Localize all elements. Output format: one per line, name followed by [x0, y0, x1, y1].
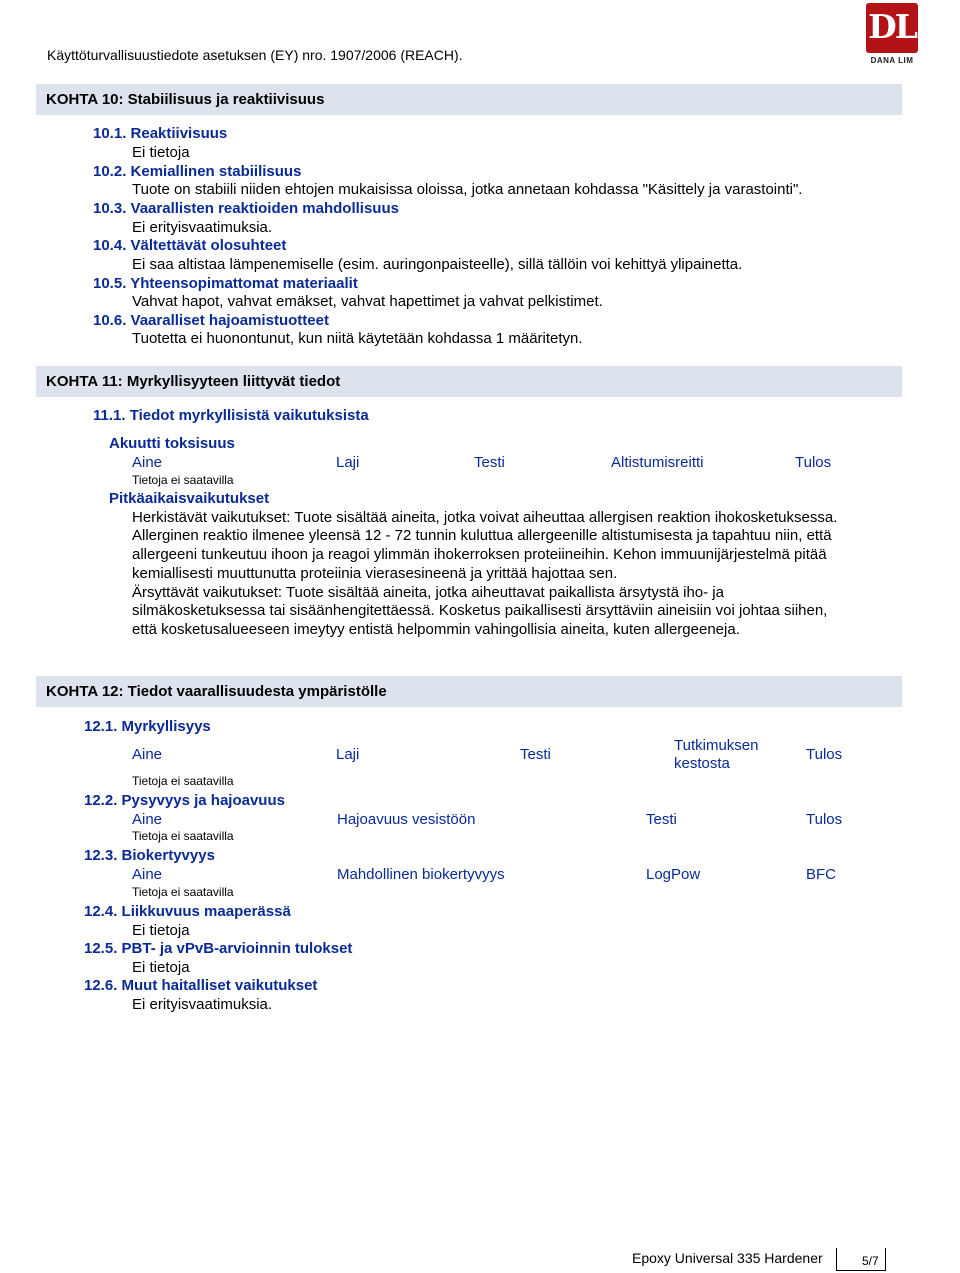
column-header-testi: Testi — [520, 746, 551, 763]
subsection-12-5-text: Ei tietoja — [132, 959, 190, 976]
subsection-10-4-heading: 10.4. Vältettävät olosuhteet — [93, 237, 287, 254]
column-header-altistumisreitti: Altistumisreitti — [611, 454, 704, 471]
subsection-10-3-text: Ei erityisvaatimuksia. — [132, 219, 273, 236]
column-header-aine: Aine — [132, 746, 163, 763]
page-number: 5/7 — [862, 1254, 879, 1268]
chronic-effects-line: että kosketusalueeseen imeytyy entistä helpommin vahingollisia aineita, kuten allergeeneja. — [132, 621, 740, 638]
logo-letters: DL — [868, 7, 916, 46]
column-header-logpow: LogPow — [646, 866, 701, 883]
chronic-effects-heading: Pitkäaikaisvaikutukset — [109, 490, 270, 507]
column-header-duration-line2: kestosta — [674, 755, 730, 772]
column-header-aine: Aine — [132, 866, 163, 883]
subsection-12-4-heading: 12.4. Liikkuvuus maaperässä — [84, 903, 291, 920]
persistence-no-data-note: Tietoja ei saatavilla — [132, 829, 234, 843]
column-header-tulos: Tulos — [806, 746, 843, 763]
column-header-tulos: Tulos — [806, 811, 843, 828]
footer-product-name: Epoxy Universal 335 Hardener — [632, 1250, 823, 1266]
subsection-12-6-heading: 12.6. Muut haitalliset vaikutukset — [84, 977, 318, 994]
subsection-12-4-text: Ei tietoja — [132, 922, 190, 939]
subsection-12-5-heading: 12.5. PBT- ja vPvB-arvioinnin tulokset — [84, 940, 353, 957]
column-header-hajoavuus: Hajoavuus vesistöön — [337, 811, 476, 828]
subsection-12-1-heading: 12.1. Myrkyllisyys — [84, 718, 211, 735]
column-header-tulos: Tulos — [795, 454, 832, 471]
toxicity-no-data-note: Tietoja ei saatavilla — [132, 774, 234, 788]
subsection-12-2-heading: 12.2. Pysyvyys ja hajoavuus — [84, 792, 285, 809]
column-header-biokertyvyys: Mahdollinen biokertyvyys — [337, 866, 505, 883]
section-12-header — [36, 676, 902, 707]
logo-mark — [866, 3, 918, 53]
column-header-aine: Aine — [132, 811, 163, 828]
section-10-header — [36, 84, 902, 115]
section-11-title: KOHTA 11: Myrkyllisyyteen liittyvät tiedot — [46, 373, 341, 390]
column-header-laji: Laji — [336, 454, 360, 471]
subsection-10-4-text: Ei saa altistaa lämpenemiselle (esim. auringonpaisteelle), sillä tällöin voi kehittyä ylipainetta. — [132, 256, 743, 273]
subsection-12-6-text: Ei erityisvaatimuksia. — [132, 996, 273, 1013]
subsection-10-3-heading: 10.3. Vaarallisten reaktioiden mahdollisuus — [93, 200, 399, 217]
column-header-bfc: BFC — [806, 866, 836, 883]
chronic-effects-line: Allerginen reaktio ilmenee yleensä 12 - 72 tunnin kuluttua allergeenille altistumisesta ja tapahtuu niin, että — [132, 527, 832, 544]
column-header-duration-line1: Tutkimuksen — [674, 737, 759, 754]
subsection-10-5-text: Vahvat hapot, vahvat emäkset, vahvat hapettimet ja vahvat pelkistimet. — [132, 293, 603, 310]
chronic-effects-line: silmäkosketuksessa tai sisäänhengitettäessä. Kosketus paikallisesti ärsyttäviin aineisiin voi johtaa siihen, — [132, 602, 828, 619]
subsection-10-6-heading: 10.6. Vaaralliset hajoamistuotteet — [93, 312, 329, 329]
section-10-title: KOHTA 10: Stabiilisuus ja reaktiivisuus — [46, 91, 325, 108]
subsection-10-6-text: Tuotetta ei huonontunut, kun niitä käytetään kohdassa 1 määritetyn. — [132, 330, 583, 347]
company-logo — [866, 3, 918, 67]
column-header-laji: Laji — [336, 746, 360, 763]
acute-no-data-note: Tietoja ei saatavilla — [132, 473, 234, 487]
subsection-10-2-text: Tuote on stabiili niiden ehtojen mukaisissa oloissa, jotka annetaan kohdassa "Käsittely ja varastointi". — [132, 181, 803, 198]
document-header: Käyttöturvallisuustiedote asetuksen (EY) nro. 1907/2006 (REACH). — [47, 47, 463, 63]
column-header-testi: Testi — [474, 454, 505, 471]
chronic-effects-line: Ärsyttävät vaikutukset: Tuote sisältää aineita, jotka aiheuttavat paikallista ärsytystä iho- ja — [132, 584, 724, 601]
chronic-effects-line: kemiallisesti muuttunutta proteiinia vierasesineenä ja yrittää hajottaa sen. — [132, 565, 618, 582]
logo-subtext: DANA LIM — [870, 56, 914, 65]
bioaccumulation-no-data-note: Tietoja ei saatavilla — [132, 885, 234, 899]
subsection-10-5-heading: 10.5. Yhteensopimattomat materiaalit — [93, 275, 358, 292]
acute-toxicity-heading: Akuutti toksisuus — [109, 435, 235, 452]
subsection-12-3-heading: 12.3. Biokertyvyys — [84, 847, 215, 864]
section-12-title: KOHTA 12: Tiedot vaarallisuudesta ympäristölle — [46, 683, 387, 700]
column-header-testi: Testi — [646, 811, 677, 828]
subsection-10-1-text: Ei tietoja — [132, 144, 190, 161]
column-header-aine: Aine — [132, 454, 163, 471]
subsection-10-2-heading: 10.2. Kemiallinen stabiilisuus — [93, 163, 302, 180]
section-11-header — [36, 366, 902, 397]
subsection-10-1-heading: 10.1. Reaktiivisuus — [93, 125, 228, 142]
subsection-11-1-heading: 11.1. Tiedot myrkyllisistä vaikutuksista — [93, 407, 369, 424]
chronic-effects-line: Herkistävät vaikutukset: Tuote sisältää aineita, jotka voivat aiheuttaa allergisen reaktion ihokosketuksessa. — [132, 509, 838, 526]
chronic-effects-line: allergeeni tunkeutuu ihoon ja reagoi ylimmän ihokerroksen proteiineihin. Kehon immuunijärjestelmä pitää — [132, 546, 827, 563]
